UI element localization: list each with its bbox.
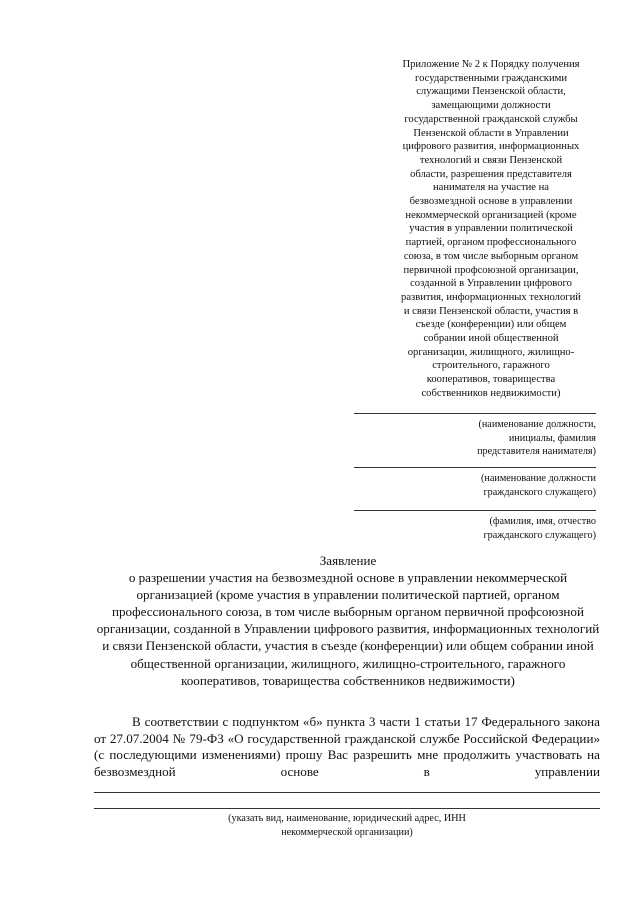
appendix-line: развития, информационных технологий (401, 291, 581, 303)
appendix-line: организации, жилищного, жилищно- (407, 346, 575, 358)
caption-line: (наименование должности (481, 473, 596, 484)
caption-line: представителя нанимателя) (477, 446, 596, 457)
appendix-line: служащими Пензенской области, (416, 86, 566, 98)
appendix-line: государственной гражданской службы (404, 113, 578, 125)
statement-body (94, 714, 600, 780)
caption-line: инициалы, фамилия (508, 432, 596, 444)
appendix-line: собрании иной общественной (423, 333, 559, 345)
appendix-line: замещающими должности (431, 100, 551, 112)
appendix-line: государственными гражданскими (415, 72, 567, 84)
employer-representative-caption (354, 414, 596, 459)
appendix-header (380, 58, 602, 401)
appendix-line: собственников недвижимости) (421, 387, 561, 399)
hint-line: (указать вид, наименование, юридический адрес, ИНН (228, 813, 466, 824)
appendix-line: партией, органом профессионального (405, 237, 577, 249)
statement-heading: Заявление (319, 553, 377, 568)
organization-hint (94, 812, 600, 839)
appendix-line: участия в управлении политической (409, 223, 573, 235)
appendix-line: области, разрешения представителя (410, 168, 572, 180)
appendix-line: Пензенской области в Управлении (413, 127, 569, 139)
statement-title (94, 552, 602, 689)
appendix-line: съезде (конференции) или общем (415, 319, 567, 331)
appendix-line: созданной в Управлении цифрового (410, 278, 572, 290)
appendix-line: технологий и связи Пензенской (419, 154, 563, 166)
appendix-line: нанимателя на участие на (433, 182, 549, 194)
appendix-line: первичной профсоюзной организации, (403, 264, 579, 276)
caption-line: гражданского служащего) (483, 529, 596, 541)
appendix-line: и связи Пензенской области, участия в (403, 305, 579, 317)
employee-position-caption (354, 468, 596, 499)
appendix-line: Приложение № 2 к Порядку получения (402, 59, 580, 70)
appendix-line: безвозмездной основе в управлении (409, 196, 573, 208)
employee-name-field[interactable] (354, 510, 596, 542)
statement-subject: о разрешении участия на безвозмездной основе в управлении некоммерческой организацией (кроме участия в управлении политической партией, органом профессионального союза, в том числе выборным органом первичной профсоюзной организации, созданной в Управлении цифрового развития, информационных технологий и связи Пензенской области, участия в съезде (конференции) или общем собрании иной общественной организации, жилищного, жилищно-строительного, гаражного кооперативов, товарищества собственников недвижимости) (96, 570, 600, 688)
organization-blank-line-1[interactable] (94, 792, 600, 793)
hint-line: некоммерческой организации) (281, 826, 413, 838)
appendix-line: некоммерческой организацией (кроме (405, 209, 577, 221)
employer-representative-field[interactable] (354, 413, 596, 459)
body-paragraph: В соответствии с подпунктом «б» пункта 3 части 1 статьи 17 Федерального закона от 27.07.2004 № 79-ФЗ «О государственной гражданской службе Российской Федерации» (с последующими изменениями) прошу Вас разрешить мне продолжить участвовать на безвозмездной основе в управлении (94, 714, 600, 779)
appendix-line: строительного, гаражного (432, 360, 550, 372)
appendix-line: союза, в том числе выборным органом (403, 250, 579, 262)
employee-name-caption (354, 511, 596, 542)
appendix-line: цифрового развития, информационных (402, 141, 580, 153)
appendix-line: кооперативов, товарищества (426, 374, 556, 386)
caption-line: гражданского служащего) (483, 486, 596, 498)
organization-blank-line-2[interactable] (94, 808, 600, 809)
caption-line: (наименование должности, (478, 419, 596, 430)
employee-position-field[interactable] (354, 467, 596, 499)
caption-line: (фамилия, имя, отчество (489, 516, 596, 527)
